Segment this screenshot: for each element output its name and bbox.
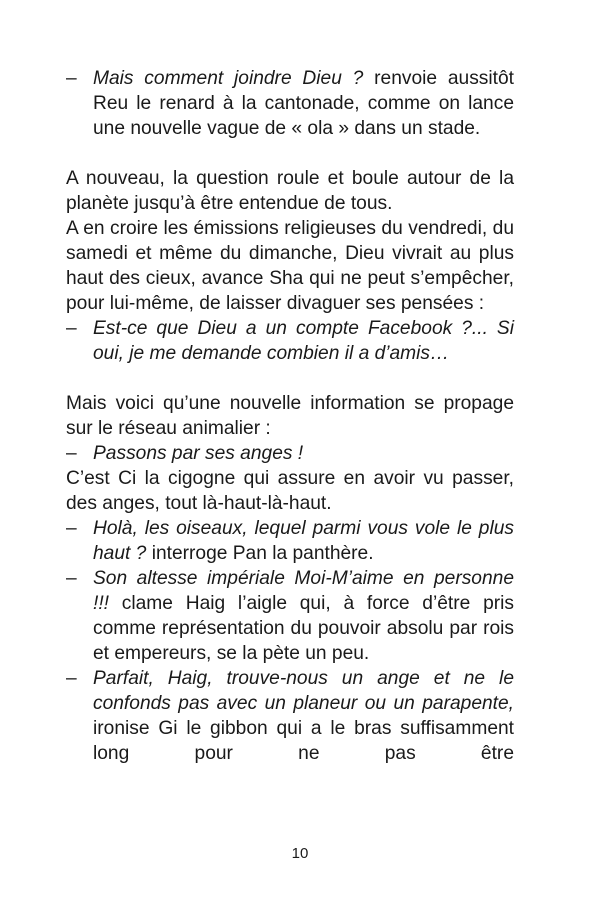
paragraph-gap — [66, 366, 514, 391]
dialogue-line-4 — [66, 516, 514, 566]
dialogue-line-1 — [66, 66, 514, 141]
dialogue-dash: – — [66, 518, 77, 539]
page-number: 10 — [291, 845, 309, 862]
dialogue-narration: ironise Gi le gibbon qui a le bras suffisamment long pour ne pas être — [93, 718, 514, 764]
paragraph: Mais voici qu’une nouvelle information se propage sur le réseau animalier : — [66, 393, 514, 439]
dialogue-line-2 — [66, 316, 514, 366]
paragraph: C’est Ci la cigogne qui assure en avoir vu passer, des anges, tout là-haut-là-haut. — [66, 468, 514, 514]
paragraph: A nouveau, la question roule et boule autour de la planète jusqu’à être entendue de tous. — [66, 168, 514, 214]
dialogue-dash: – — [66, 68, 77, 89]
dialogue-italic: Son altesse impériale Moi-M’aime en personne !!! — [93, 568, 514, 614]
dialogue-dash: – — [66, 443, 77, 464]
dialogue-line-5 — [66, 566, 514, 666]
dialogue-dash: – — [66, 318, 77, 339]
dialogue-italic: Passons par ses anges ! — [93, 443, 304, 464]
dialogue-italic: Parfait, Haig, trouve-nous un ange et ne le confonds pas avec un planeur ou un parapente, — [93, 668, 514, 714]
paragraph: A en croire les émissions religieuses du vendredi, du samedi et même du dimanche, Dieu vivrait au plus haut des cieux, avance Sha qui ne peut s’empêcher, pour lui-même, de laisser divaguer ses pensées : — [66, 218, 514, 314]
dialogue-dash: – — [66, 568, 77, 589]
dialogue-italic: Holà, les oiseaux, lequel parmi vous vole le plus haut ? — [93, 518, 514, 564]
dialogue-narration: interroge Pan la panthère. — [146, 543, 374, 564]
dialogue-dash: – — [66, 668, 77, 689]
dialogue-line-6 — [66, 666, 514, 766]
paragraph-gap — [66, 141, 514, 166]
dialogue-narration: renvoie aussitôt Reu le renard à la cantonade, comme on lance une nouvelle vague de « ola » dans un stade. — [93, 68, 514, 139]
dialogue-italic: Est-ce que Dieu a un compte Facebook ?... Si oui, je me demande combien il a d’amis… — [93, 318, 514, 364]
dialogue-narration: clame Haig l’aigle qui, à force d’être pris comme représentation du pouvoir absolu par rois et empereurs, se la pète un peu. — [93, 593, 514, 664]
dialogue-line-3 — [66, 441, 514, 466]
page-text — [66, 66, 514, 766]
dialogue-italic: Mais comment joindre Dieu ? — [93, 68, 364, 89]
